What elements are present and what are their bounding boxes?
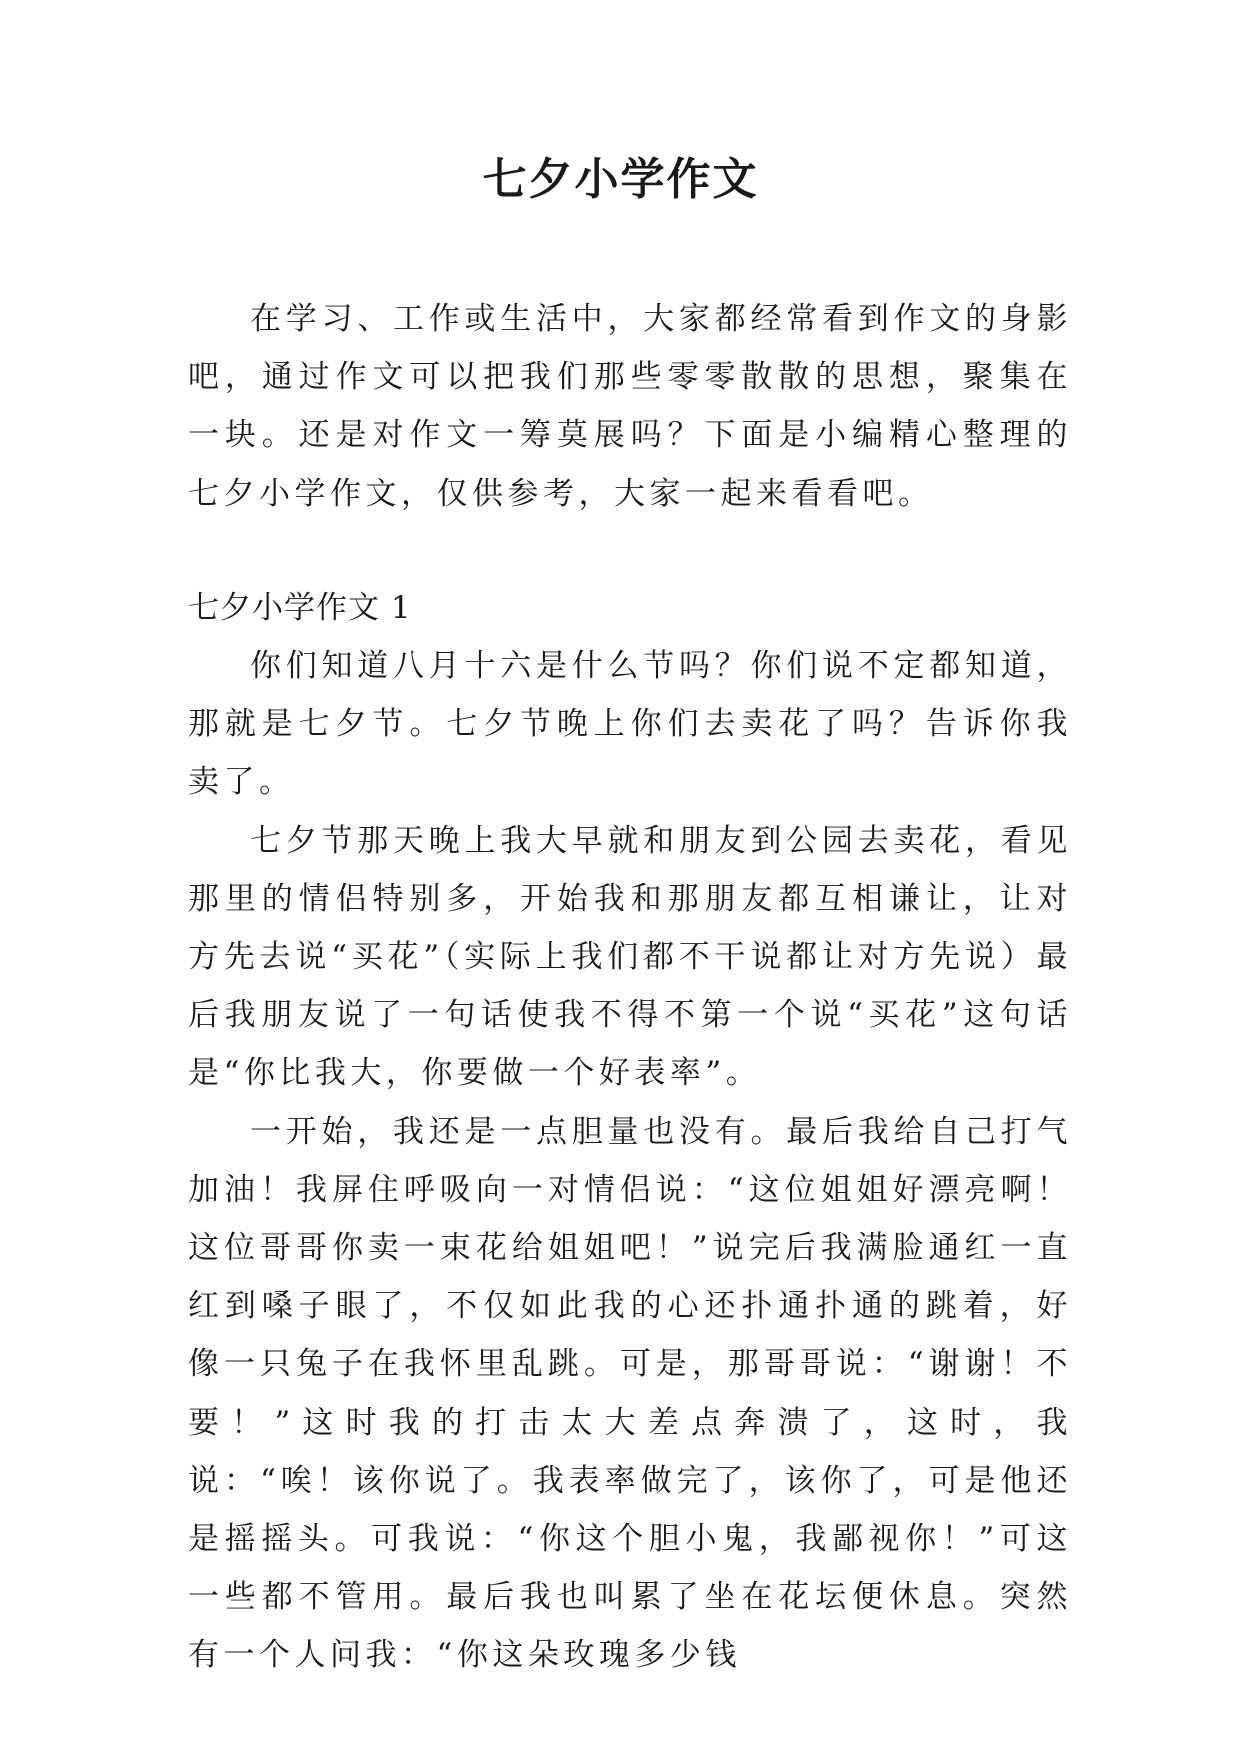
- body-paragraph-2: 七夕节那天晚上我大早就和朋友到公园去卖花，看见那里的情侣特别多，开始我和那朋友都互相谦让，让对方先去说“买花”（实际上我们都不干说都让对方先说）最后我朋友说了一句话使我不得不第一个说“买花”这句话是“你比我大，你要做一个好表率”。: [188, 822, 1072, 1092]
- document-body: [188, 290, 1072, 1685]
- section-heading: 七夕小学作文 1: [188, 589, 412, 626]
- body-paragraph-1: 你们知道八月十六是什么节吗？你们说不定都知道，那就是七夕节。七夕节晚上你们去卖花了吗？告诉你我卖了。: [188, 648, 1072, 801]
- document-title: 七夕小学作文: [482, 154, 759, 205]
- intro-paragraph: 在学习、工作或生活中，大家都经常看到作文的身影吧，通过作文可以把我们那些零零散散的思想，聚集在一块。还是对作文一筹莫展吗？下面是小编精心整理的七夕小学作文，仅供参考，大家一起来看看吧。: [188, 301, 1072, 512]
- body-paragraph-3: 一开始，我还是一点胆量也没有。最后我给自己打气加油！我屏住呼吸向一对情侣说：“这位姐姐好漂亮啊！这位哥哥你卖一束花给姐姐吧！”说完后我满脸通红一直红到嗓子眼了，不仅如此我的心还扑通扑通的跳着，好像一只兔子在我怀里乱跳。可是，那哥哥说：“谢谢！不要！”这时我的打击太大差点奔溃了，这时，我说：“唉！该你说了。我表率做完了，该你了，可是他还是摇摇头。可我说：“你这个胆小鬼，我鄙视你！”可这一些都不管用。最后我也叫累了坐在花坛便休息。突然有一个人问我：“你这朵玫瑰多少钱: [188, 1113, 1072, 1674]
